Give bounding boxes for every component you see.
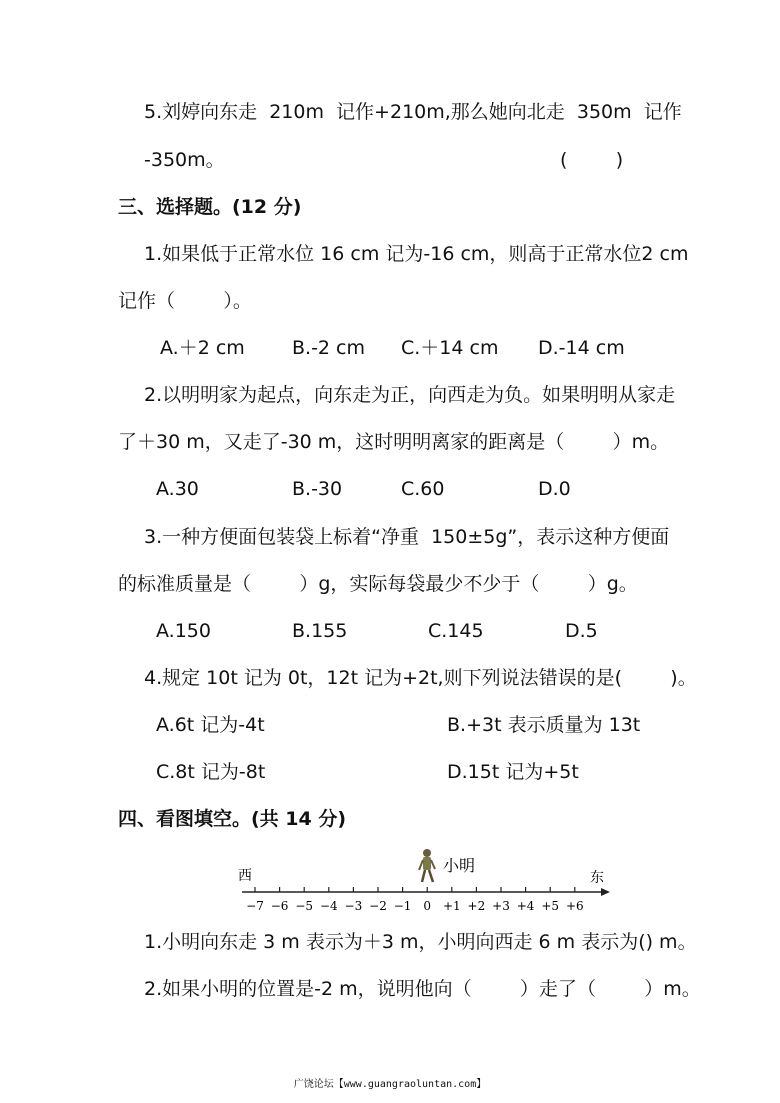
footer-watermark: 广饶论坛【www.guangraoluntan.com】 bbox=[293, 1079, 487, 1090]
s3-q3-line1: 3.一种方便面包装袋上标着“净重 150±5g”，表示这种方便面 bbox=[144, 526, 670, 548]
tick-label: +4 bbox=[516, 899, 535, 913]
s3-q2-option-a: A.30 bbox=[156, 478, 199, 500]
tick-label: −1 bbox=[393, 899, 412, 913]
east-label: 东 bbox=[590, 870, 604, 886]
section3-title: 三、选择题。(12 分) bbox=[118, 196, 302, 218]
tick-label: +2 bbox=[467, 899, 486, 913]
person-label: 小明 bbox=[443, 856, 476, 875]
s3-q1-option-b: B.-2 cm bbox=[292, 337, 366, 359]
s4-q2: 2.如果小明的位置是-2 m，说明他向（ ）走了（ ）m。 bbox=[144, 978, 701, 1000]
tick-label: 0 bbox=[423, 899, 432, 913]
s3-q1-option-a: A.＋2 cm bbox=[160, 337, 245, 359]
s3-q1-option-c: C.＋14 cm bbox=[401, 337, 499, 359]
s4-q1: 1.小明向东走 3 m 表示为＋3 m，小明向西走 6 m 表示为() m。 bbox=[144, 931, 697, 953]
s3-q4-option-d: D.15t 记为+5t bbox=[447, 761, 579, 783]
s3-q2-line2: 了＋30 m，又走了-30 m，这时明明离家的距离是（ ）m。 bbox=[118, 431, 670, 453]
s3-q3-option-c: C.145 bbox=[428, 620, 484, 642]
tick-label: +5 bbox=[541, 899, 560, 913]
person-icon bbox=[419, 849, 435, 882]
s3-q4-line1: 4.规定 10t 记为 0t，12t 记为+2t,则下列说法错误的是( )。 bbox=[144, 667, 697, 689]
s3-q4-option-b: B.+3t 表示质量为 13t bbox=[447, 714, 641, 736]
s3-q1-line1: 1.如果低于正常水位 16 cm 记为-16 cm，则高于正常水位2 cm bbox=[144, 243, 689, 265]
s3-q4-option-c: C.8t 记为-8t bbox=[156, 761, 266, 783]
q5-line1: 5.刘婷向东走 210m 记作+210m,那么她向北走 350m 记作 bbox=[144, 101, 682, 123]
tick-group bbox=[246, 887, 584, 913]
tick-label: −7 bbox=[246, 899, 264, 913]
s3-q1-option-d: D.-14 cm bbox=[538, 337, 625, 359]
s3-q4-option-a: A.6t 记为-4t bbox=[156, 714, 265, 736]
tick-label: −5 bbox=[295, 899, 314, 913]
s3-q2-option-b: B.-30 bbox=[292, 478, 343, 500]
tick-label: +1 bbox=[442, 899, 461, 913]
q5-answer-bracket: ( ) bbox=[560, 149, 624, 171]
s3-q2-line1: 2.以明明家为起点，向东走为正，向西走为负。如果明明从家走 bbox=[144, 384, 676, 406]
s3-q2-option-d: D.0 bbox=[538, 478, 571, 500]
section4-title: 四、看图填空。(共 14 分) bbox=[118, 808, 347, 830]
s3-q1-line2: 记作（ ）。 bbox=[118, 290, 252, 312]
s3-q3-option-b: B.155 bbox=[292, 620, 348, 642]
s3-q3-option-d: D.5 bbox=[565, 620, 598, 642]
tick-label: −4 bbox=[319, 899, 338, 913]
number-line-figure bbox=[230, 842, 620, 917]
tick-label: −2 bbox=[369, 899, 387, 913]
tick-label: −6 bbox=[270, 899, 289, 913]
s3-q2-option-c: C.60 bbox=[401, 478, 445, 500]
s3-q3-line2: 的标准质量是（ ）g，实际每袋最少不少于（ ）g。 bbox=[118, 573, 638, 595]
tick-label: −3 bbox=[344, 899, 363, 913]
axis-arrow bbox=[601, 888, 610, 896]
s3-q3-option-a: A.150 bbox=[156, 620, 211, 642]
tick-label: +3 bbox=[492, 899, 510, 913]
tick-label: +6 bbox=[565, 899, 584, 913]
west-label: 西 bbox=[238, 868, 252, 884]
q5-line2: -350m。 bbox=[144, 149, 225, 171]
